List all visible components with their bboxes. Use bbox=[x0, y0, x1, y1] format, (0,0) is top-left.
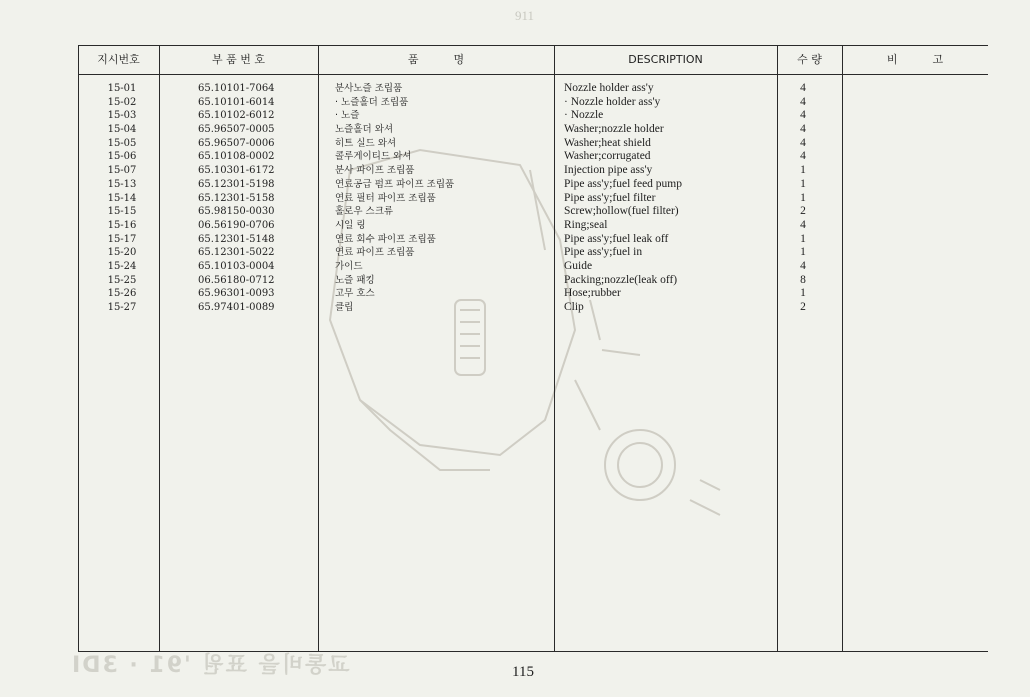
quantity-cell: 4 bbox=[800, 95, 806, 108]
name-korean-cell: 연료 회수 파이프 조립품 bbox=[335, 233, 436, 245]
index-cell: 15-14 bbox=[107, 192, 137, 204]
part-number-cell: 65.96507-0006 bbox=[198, 137, 275, 149]
quantity-cell: 1 bbox=[800, 191, 806, 204]
bleed-through-page-number: 911 bbox=[515, 8, 535, 23]
part-number-cell: 65.12301-5022 bbox=[198, 247, 275, 259]
name-korean-cell: 노즐 패킹 bbox=[335, 274, 375, 286]
part-number-cell: 65.10108-0002 bbox=[198, 151, 275, 163]
bleed-through-text: 교통비을 표원 '91 · 3DI bbox=[70, 653, 350, 678]
part-number-cell: 06.56190-0706 bbox=[198, 219, 275, 231]
header-remarks: 비 고 bbox=[886, 53, 944, 66]
name-korean-column bbox=[335, 82, 535, 315]
quantity-cell: 4 bbox=[800, 123, 806, 136]
description-cell: Pipe ass'y;fuel filter bbox=[564, 191, 656, 204]
header-part-number: 부 품 번 호 bbox=[212, 53, 265, 66]
name-korean-cell: 클립 bbox=[335, 302, 354, 313]
part-number-cell: 65.10103-0004 bbox=[198, 260, 275, 272]
quantity-cell: 1 bbox=[800, 246, 806, 259]
index-cell: 15-26 bbox=[107, 288, 137, 300]
quantity-cell: 4 bbox=[800, 259, 806, 272]
description-cell: Screw;hollow(fuel filter) bbox=[564, 205, 679, 218]
part-number-cell: 65.12301-5198 bbox=[198, 178, 275, 190]
index-cell: 15-02 bbox=[107, 96, 137, 108]
index-cell: 15-05 bbox=[107, 137, 137, 149]
header-name-korean: 품 명 bbox=[407, 53, 465, 66]
description-cell: Washer;corrugated bbox=[564, 150, 651, 163]
page-number: 115 bbox=[512, 664, 534, 680]
description-cell: · Nozzle bbox=[564, 109, 604, 122]
part-number-cell: 65.10102-6012 bbox=[198, 110, 275, 122]
part-number-cell: 65.96507-0005 bbox=[198, 124, 275, 136]
description-cell: Guide bbox=[564, 259, 593, 272]
part-number-column bbox=[198, 82, 298, 315]
index-cell: 15-07 bbox=[107, 165, 137, 177]
description-cell: Pipe ass'y;fuel in bbox=[564, 246, 643, 259]
name-korean-cell: 히트 실드 와셔 bbox=[335, 137, 397, 149]
index-cell: 15-25 bbox=[107, 274, 137, 286]
description-cell: Pipe ass'y;fuel feed pump bbox=[564, 177, 683, 190]
description-cell: · Nozzle holder ass'y bbox=[564, 95, 661, 108]
quantity-cell: 2 bbox=[800, 301, 806, 313]
parts-table bbox=[78, 45, 988, 653]
quantity-cell: 4 bbox=[800, 82, 806, 94]
part-number-cell: 65.97401-0089 bbox=[198, 302, 275, 313]
name-korean-cell: 분사 파이프 조립품 bbox=[335, 165, 415, 177]
quantity-cell: 4 bbox=[800, 109, 806, 122]
quantity-cell: 1 bbox=[800, 177, 806, 190]
name-korean-cell: 연료 필터 파이프 조립품 bbox=[335, 192, 436, 204]
index-cell: 15-03 bbox=[107, 110, 137, 122]
part-number-cell: 65.12301-5148 bbox=[198, 233, 275, 245]
index-cell: 15-17 bbox=[107, 233, 137, 245]
header-index: 지시번호 bbox=[97, 53, 140, 66]
name-korean-cell: 홀로우 스크류 bbox=[335, 206, 394, 218]
description-cell: Washer;nozzle holder bbox=[564, 123, 664, 136]
description-cell: Clip bbox=[564, 301, 584, 313]
name-korean-cell: 고무 호스 bbox=[335, 288, 375, 300]
part-number-cell: 65.98150-0030 bbox=[198, 206, 275, 218]
name-korean-cell: 콜루게이티드 와셔 bbox=[335, 151, 412, 163]
column-rule bbox=[554, 46, 555, 652]
part-number-cell: 65.12301-5158 bbox=[198, 192, 275, 204]
description-cell: Hose;rubber bbox=[564, 287, 621, 300]
description-cell: Pipe ass'y;fuel leak off bbox=[564, 232, 669, 245]
quantity-column bbox=[790, 82, 816, 315]
description-cell: Ring;seal bbox=[564, 218, 608, 231]
quantity-cell: 4 bbox=[800, 136, 806, 149]
index-cell: 15-04 bbox=[107, 124, 137, 136]
part-number-cell: 06.56180-0712 bbox=[198, 274, 275, 286]
index-cell: 15-27 bbox=[107, 302, 137, 313]
description-cell: Nozzle holder ass'y bbox=[564, 82, 654, 94]
name-korean-cell: 시일 링 bbox=[335, 219, 366, 231]
index-cell: 15-24 bbox=[107, 260, 137, 272]
column-rule bbox=[159, 46, 160, 652]
index-cell: 15-06 bbox=[107, 151, 137, 163]
description-column bbox=[564, 82, 774, 315]
quantity-cell: 4 bbox=[800, 218, 806, 231]
index-cell: 15-20 bbox=[107, 247, 137, 259]
index-cell: 15-13 bbox=[107, 178, 137, 190]
column-rule bbox=[842, 46, 843, 652]
name-korean-cell: 가이드 bbox=[335, 260, 363, 272]
quantity-cell: 1 bbox=[800, 287, 806, 300]
index-cell: 15-16 bbox=[107, 219, 137, 231]
description-cell: Packing;nozzle(leak off) bbox=[564, 273, 678, 286]
part-number-cell: 65.10101-7064 bbox=[198, 83, 275, 94]
description-cell: Injection pipe ass'y bbox=[564, 164, 653, 177]
column-rule bbox=[318, 46, 319, 652]
quantity-cell: 2 bbox=[800, 205, 806, 218]
part-number-cell: 65.96301-0093 bbox=[198, 288, 275, 300]
quantity-cell: 8 bbox=[800, 273, 806, 286]
name-korean-cell: 연료 파이프 조립품 bbox=[335, 247, 415, 259]
name-korean-cell: · 노즐 bbox=[335, 110, 360, 122]
column-rule bbox=[78, 46, 79, 652]
quantity-cell: 1 bbox=[800, 232, 806, 245]
header-description: DESCRIPTION bbox=[628, 53, 703, 66]
name-korean-cell: 노즐홀더 와셔 bbox=[335, 124, 394, 136]
name-korean-cell: 연료공급 펌프 파이프 조립품 bbox=[335, 178, 455, 190]
part-number-cell: 65.10301-6172 bbox=[198, 165, 275, 177]
index-column bbox=[92, 82, 152, 315]
header-quantity: 수 량 bbox=[797, 53, 822, 66]
quantity-cell: 1 bbox=[800, 164, 806, 177]
name-korean-cell: 분사노즐 조립품 bbox=[335, 83, 403, 94]
index-cell: 15-15 bbox=[107, 206, 137, 218]
description-cell: Washer;heat shield bbox=[564, 136, 651, 149]
quantity-cell: 4 bbox=[800, 150, 806, 163]
name-korean-cell: · 노즐홀더 조립품 bbox=[335, 96, 409, 108]
header-divider bbox=[78, 74, 988, 75]
part-number-cell: 65.10101-6014 bbox=[198, 96, 275, 108]
column-rule bbox=[777, 46, 778, 652]
index-cell: 15-01 bbox=[107, 83, 137, 94]
